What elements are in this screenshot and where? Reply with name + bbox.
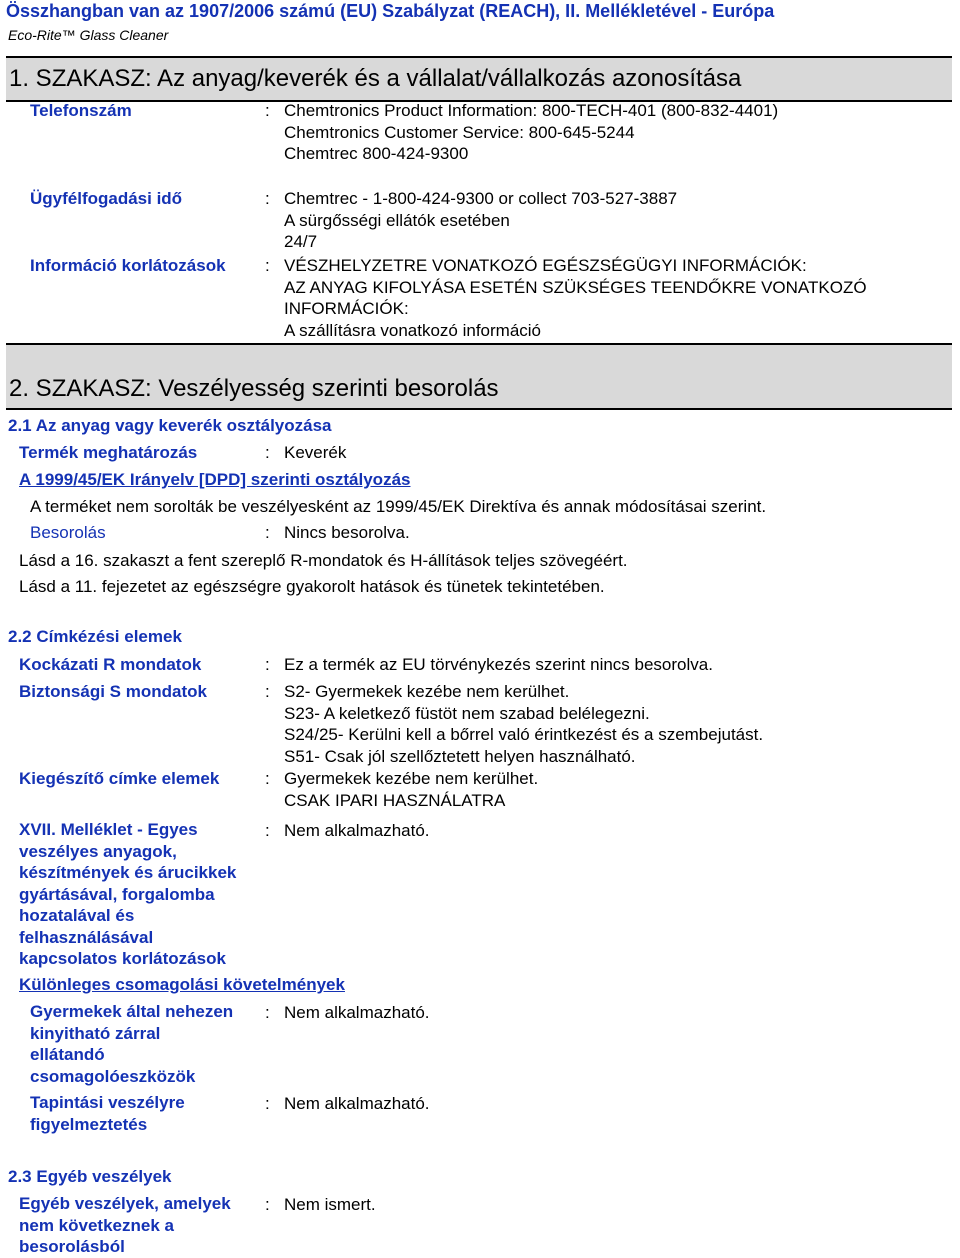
supplemental-values — [284, 768, 538, 811]
restrictions-line: VÉSZHELYZETRE VONATKOZÓ EGÉSZSÉGÜGYI INFORMÁCIÓK: — [284, 256, 807, 275]
tactile-label-line: Tapintási veszélyre — [30, 1093, 185, 1112]
hours-values — [284, 188, 677, 253]
safety-phrase: S51- Csak jól szellőztetett helyen használható. — [284, 746, 636, 766]
other-hazards-label-line: nem következnek a — [19, 1215, 174, 1235]
section1-header-bar — [6, 56, 952, 102]
section2-header-bar — [6, 343, 952, 410]
annex-xvii-label — [19, 819, 236, 970]
classification-label: Besorolás — [30, 523, 106, 542]
annex-label-line: kapcsolatos korlátozások — [19, 949, 226, 968]
safety-phrase: S2- Gyermekek kezébe nem kerülhet. — [284, 682, 570, 701]
tactile-warning-value: Nem alkalmazható. — [284, 1094, 430, 1113]
product-definition-value: Keverék — [284, 443, 347, 462]
hours-line: A sürgősségi ellátók esetében — [284, 210, 510, 230]
risk-phrases-label: Kockázati R mondatok — [19, 655, 202, 674]
restrictions-line: INFORMÁCIÓK: — [284, 299, 409, 318]
annex-label-line: készítmények és árucikkek — [19, 863, 237, 882]
safety-phrases-colon: : — [265, 682, 270, 701]
tactile-label-line: figyelmeztetés — [30, 1114, 148, 1134]
annex-label-line: gyártásával, forgalomba — [19, 884, 215, 904]
other-hazards-value: Nem ismert. — [284, 1195, 376, 1214]
hours-label: Ügyfélfogadási idő — [30, 189, 183, 208]
product-definition-label: Termék meghatározás — [19, 443, 198, 462]
phone-line: Chemtrec 800-424-9300 — [284, 144, 469, 163]
restrictions-colon: : — [265, 256, 270, 275]
safety-phrases-label: Biztonsági S mondatok — [19, 682, 207, 701]
section2-title: 2. SZAKASZ: Veszélyesség szerinti besorolás — [9, 375, 499, 402]
child-resistant-colon: : — [265, 1003, 270, 1022]
safety-phrase: S23- A keletkező füstöt nem szabad belélegezni. — [284, 703, 650, 723]
child-resistant-label-line: Gyermekek által nehezen — [30, 1002, 234, 1021]
safety-phrases-values — [284, 681, 763, 767]
special-packaging-heading: Különleges csomagolási követelmények — [19, 975, 345, 994]
phone-values — [284, 100, 778, 165]
supplemental-line: CSAK IPARI HASZNÁLATRA — [284, 790, 506, 810]
child-resistant-label-line: kinyitható zárral — [30, 1023, 161, 1043]
phone-label: Telefonszám — [30, 101, 132, 120]
classification-colon: : — [265, 523, 270, 542]
see-section-16-note: Lásd a 16. szakaszt a fent szereplő R-mondatok és H-állítások teljes szövegéért. — [19, 551, 628, 570]
product-definition-colon: : — [265, 443, 270, 462]
supplemental-colon: : — [265, 769, 270, 788]
hours-colon: : — [265, 189, 270, 208]
risk-phrases-colon: : — [265, 655, 270, 674]
other-hazards-label-line: besorolásból — [19, 1237, 125, 1256]
annex-label-line: veszélyes anyagok, — [19, 841, 177, 861]
hours-line: Chemtrec - 1-800-424-9300 or collect 703-527-3887 — [284, 189, 678, 208]
safety-phrase: S24/25- Kerülni kell a bőrrel való érintkezést és a szembejutást. — [284, 725, 764, 744]
restrictions-line: AZ ANYAG KIFOLYÁSA ESETÉN SZÜKSÉGES TEENDŐKRE VONATKOZÓ — [284, 277, 867, 297]
annex-xvii-colon: : — [265, 821, 270, 840]
tactile-warning-label — [30, 1092, 185, 1135]
child-resistant-value: Nem alkalmazható. — [284, 1003, 430, 1022]
classification-value: Nincs besorolva. — [284, 523, 410, 542]
document-header-title: Összhangban van az 1907/2006 számú (EU) Szabályzat (REACH), II. Mellékletével - Európa — [6, 1, 775, 21]
phone-colon: : — [265, 101, 270, 120]
other-hazards-label-line: Egyéb veszélyek, amelyek — [19, 1194, 231, 1213]
product-name: Eco-Rite™ Glass Cleaner — [8, 27, 169, 43]
subsection-2-2-title: 2.2 Címkézési elemek — [8, 627, 182, 646]
annex-label-line: felhasználásával — [19, 927, 154, 947]
supplemental-label-elements-label: Kiegészítő címke elemek — [19, 769, 220, 788]
dpd-classification-heading: A 1999/45/EK Irányelv [DPD] szerinti osztályozás — [19, 470, 411, 489]
annex-label-line: XVII. Melléklet - Egyes — [19, 820, 198, 839]
restrictions-values — [284, 255, 867, 341]
subsection-2-3-title: 2.3 Egyéb veszélyek — [8, 1167, 172, 1186]
annex-label-line: hozatalával és — [19, 906, 135, 925]
annex-xvii-value: Nem alkalmazható. — [284, 821, 430, 840]
subsection-2-1-title: 2.1 Az anyag vagy keverék osztályozása — [8, 416, 332, 435]
supplemental-line: Gyermekek kezébe nem kerülhet. — [284, 769, 539, 788]
other-hazards-label — [19, 1193, 231, 1258]
child-resistant-label — [30, 1001, 233, 1087]
see-section-11-note: Lásd a 11. fejezetet az egészségre gyakorolt hatások és tünetek tekintetében. — [19, 577, 605, 596]
risk-phrases-value: Ez a termék az EU törvénykezés szerint nincs besorolva. — [284, 655, 713, 674]
phone-line: Chemtronics Product Information: 800-TECH-401 (800-832-4401) — [284, 101, 779, 120]
hours-line: 24/7 — [284, 232, 318, 251]
phone-line: Chemtronics Customer Service: 800-645-5244 — [284, 122, 635, 142]
restrictions-label: Információ korlátozások — [30, 256, 226, 275]
child-resistant-label-line: ellátandó — [30, 1045, 105, 1064]
tactile-warning-colon: : — [265, 1094, 270, 1113]
section1-title: 1. SZAKASZ: Az anyag/keverék és a vállalat/vállalkozás azonosítása — [9, 65, 742, 92]
restrictions-line: A szállításra vonatkozó információ — [284, 320, 542, 340]
other-hazards-colon: : — [265, 1195, 270, 1214]
dpd-classification-text: A terméket nem sorolták be veszélyesként az 1999/45/EK Direktíva és annak módosításai szerint. — [30, 497, 767, 516]
child-resistant-label-line: csomagolóeszközök — [30, 1066, 196, 1086]
